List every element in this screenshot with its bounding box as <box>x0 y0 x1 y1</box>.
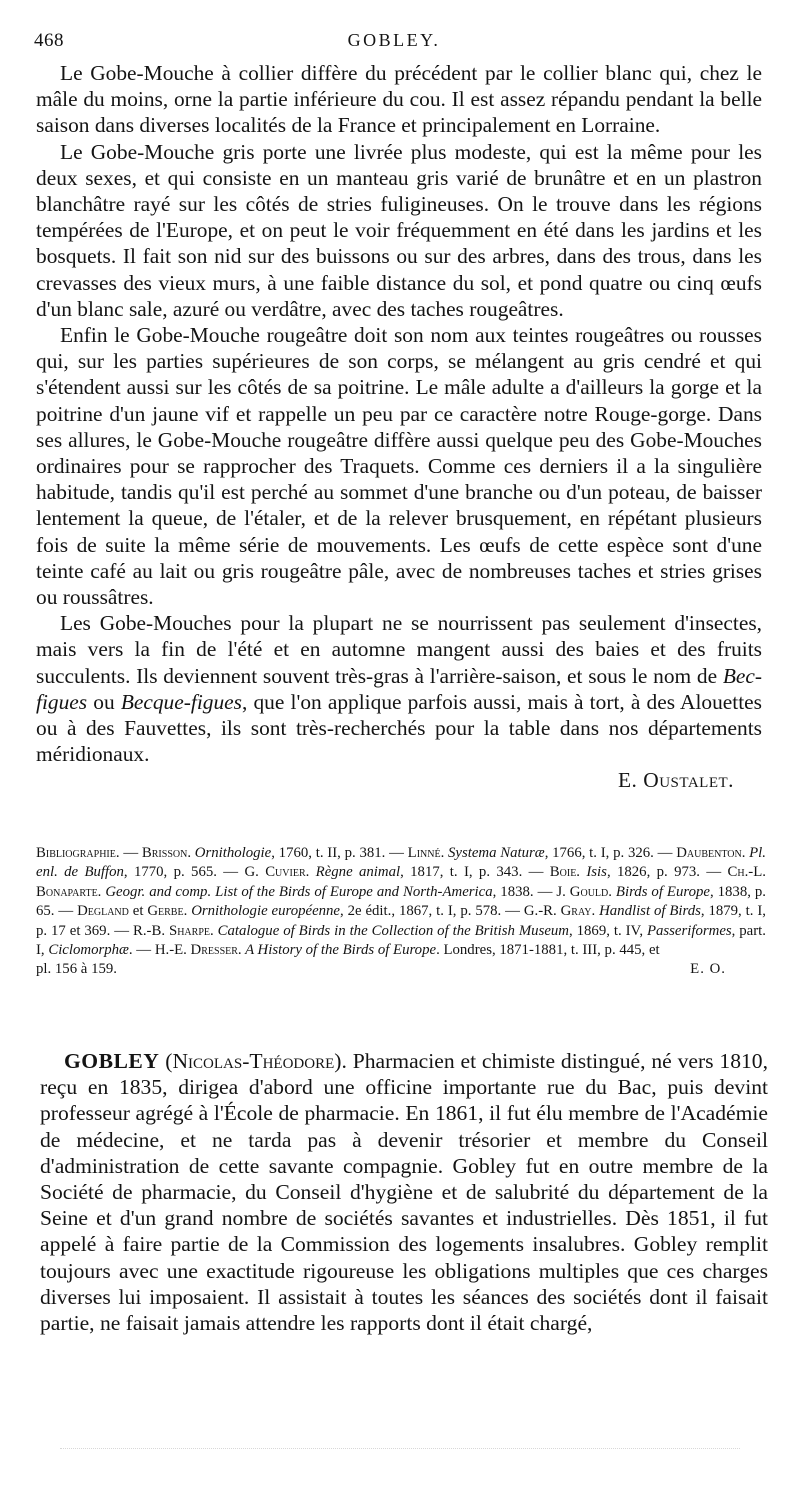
italic-term: Bec-figues <box>36 663 762 714</box>
bibliography-segment: . — <box>128 942 155 959</box>
bibliography-text <box>36 844 766 960</box>
entry-paragraph <box>40 1048 768 1336</box>
bibliography-author: Brisson. <box>141 845 192 861</box>
signature-line <box>36 767 762 793</box>
bibliography-end <box>36 960 766 979</box>
paragraph: Le Gobe-Mouche gris porte une livrée plus modeste, qui est la même pour les deux sexes, et qui consiste en un manteau gris varié de brunâtre et en un plastron blanchâtre rayé sur les côtés de stries fuligineuses. On le trouve dans les régions tempérées de l'Europe, et on peut le voir fréquemment en été dans les jardins et les bosquets. Il fait son nid sur des buissons ou sur des arbres, dans des trous, dans les crevasses des vieux murs, à une faible distance du sol, et pond quatre ou cinq œufs d'un blanc sale, azuré ou verdâtre, avec des taches rougeâtres. <box>36 139 762 321</box>
paragraph-text: , que l'on applique parfois aussi, mais à tort, à des Alouettes ou à des Fauvettes, ils sont très-recherchés pour la table dans nos départements méridionaux. <box>36 689 762 767</box>
bibliography-title: Pl. enl. de Buffon <box>36 845 766 881</box>
article-body <box>36 60 762 794</box>
italic-term: Becque-figues <box>120 689 242 714</box>
paragraph-text: ou <box>87 689 121 714</box>
bibliography-author: G. Cuvier. <box>244 864 310 881</box>
bibliography-title: Isis <box>580 864 607 881</box>
bibliography-title: Catalogue of Birds in the Collection of the British Museum <box>213 922 569 939</box>
bibliography-title: Systema Naturæ <box>444 845 545 861</box>
running-head: GOBLEY. <box>347 30 441 50</box>
bibliography-author: Boie. <box>549 864 581 881</box>
bibliography-segment: , 1838. — <box>492 883 557 900</box>
entry-name: GOBLEY <box>64 1049 160 1073</box>
bibliography-title: Ornithologie <box>191 845 272 861</box>
bibliography-title: Handlist of Birds <box>595 903 701 920</box>
bibliography-segment: , 1766, t. I, p. 326. — <box>544 845 677 861</box>
bibliography-author: G.-R. Gray. <box>523 903 596 920</box>
bibliography-segment: , 1760, t. II, p. 381. — <box>271 845 408 861</box>
bibliography-author: H.-E. Dresser. <box>154 942 242 959</box>
bibliography-title: A History of the Birds of Europe <box>241 942 437 959</box>
bibliography-author: R.-B. Sharpe. <box>132 922 214 939</box>
bibliography-author: Linné. <box>407 845 445 861</box>
author-signature: E. Oustalet. <box>617 768 734 793</box>
bibliography-segment: , 1869, t. IV, <box>569 922 647 939</box>
paragraph: Le Gobe-Mouche à collier diffère du précédent par le collier blanc qui, chez le mâle du moins, orne la partie inférieure du cou. Il est assez répandu pendant la belle saison dans diverses localités de la France et principalement en Lorraine. <box>36 61 762 138</box>
page-header <box>34 30 754 54</box>
entry-text: Pharmacien et chimiste distingué, né vers 1810, reçu en 1835, dirigea d'abord une officine importante rue du Bac, puis devint professeur agrégé à l'École de pharmacie. En 1861, il fut élu membre de l'Académie de médecine, et ne tarda pas à devenir trésorier et membre du Conseil d'administration de cette savante compagnie. Gobley fut en outre membre de la Société de pharmacie, du Conseil d'hygiène et de salubrité du département de la Seine et d'un grand nombre de sociétés savantes et industrielles. Dès 1851, il fut appelé à faire partie de la Commission des logements insalubres. Gobley remplit toujours avec une exactitude rigoureuse les obligations multiples que ces charges diverses lui imposaient. Il assistait à toutes les séances des sociétés dont il faisait partie, ne faisait jamais attendre les rapports dont il était chargé, <box>40 1049 768 1336</box>
paragraph-text: Les Gobe-Mouches pour la plupart ne se nourrissent pas seulement d'insectes, mais vers la fin de l'été et en automne mangent aussi des baies et des fruits succulents. Ils deviennent souvent très-gras à l'arrière-saison, et sous le nom de <box>36 611 762 688</box>
entry-gobley <box>40 1048 768 1336</box>
entry-forenames: (Nicolas-Théodore). <box>165 1049 347 1073</box>
page-number: 468 <box>34 30 64 51</box>
bibliography-author: J. Gould. <box>556 883 612 900</box>
bibliography-author: Degland <box>77 903 129 920</box>
bibliography-author: Ch.-L. Bonaparte. <box>36 864 766 900</box>
bibliography-segment: et <box>128 903 148 920</box>
bibliography-author: Gerbe. <box>147 903 188 920</box>
bibliography-title: Ornithologie européenne <box>187 903 341 920</box>
bibliography-segment: , 1817, t. I, p. 343. — <box>400 864 550 881</box>
bibliography-segment: , 1770, p. 565. — <box>123 864 245 881</box>
bibliography-title: Birds of Europe <box>611 883 710 900</box>
bibliography-title: Passeriformes <box>646 922 732 939</box>
bibliography-segment: , part. I, <box>36 922 766 959</box>
bibliography-last-line: pl. 156 à 159. <box>36 961 117 978</box>
paragraph <box>36 610 762 767</box>
bibliography-segment: . Londres, 1871-1881, t. III, p. 445, et <box>436 942 660 959</box>
bibliography-title: Ciclomorphæ <box>48 942 129 959</box>
bibliography-segment: , 1838, p. 65. — <box>36 883 766 920</box>
bibliography-title: Geogr. and comp. List of the Birds of Europe and North-America <box>101 883 493 900</box>
bibliography-segment: , 2e édit., 1867, t. I, p. 578. — <box>340 903 524 920</box>
page-bottom-dots <box>60 1448 740 1449</box>
paragraph: Enfin le Gobe-Mouche rougeâtre doit son nom aux teintes rougeâtres ou rousses qui, sur les parties supérieures de son corps, se mélangent au gris cendré et qui s'étendent aussi sur les côtés de sa poitrine. Le mâle adulte a d'ailleurs la gorge et la poitrine d'un jaune vif et rappelle un peu par ce caractère notre Rouge-gorge. Dans ses allures, le Gobe-Mouche rougeâtre diffère aussi quelque peu des Gobe-Mouches ordinaires pour se rapprocher des Traquets. Comme ces derniers il a la singulière habitude, tandis qu'il est perché au sommet d'une branche ou d'un poteau, de baisser lentement la queue, de l'étaler, et de la relever brusquement, en répétant plusieurs fois de suite la même série de mouvements. Les œufs de cette espèce sont d'une teinte café au lait ou gris rougeâtre pâle, avec de nombreuses taches et stries grises ou roussâtres. <box>36 323 762 610</box>
bibliography-segment: — <box>119 845 142 861</box>
bibliography-label: Bibliographie. <box>36 845 120 861</box>
bibliography-segment: , 1826, p. 973. — <box>606 864 728 881</box>
bibliography-author: Daubenton. <box>676 845 746 861</box>
bibliography-segment: , 1879, t. I, p. 17 et 369. — <box>36 903 766 939</box>
bibliography <box>36 844 766 980</box>
bibliography-title: Règne animal <box>309 864 401 881</box>
bibliography-initials: E. O. <box>690 961 726 978</box>
